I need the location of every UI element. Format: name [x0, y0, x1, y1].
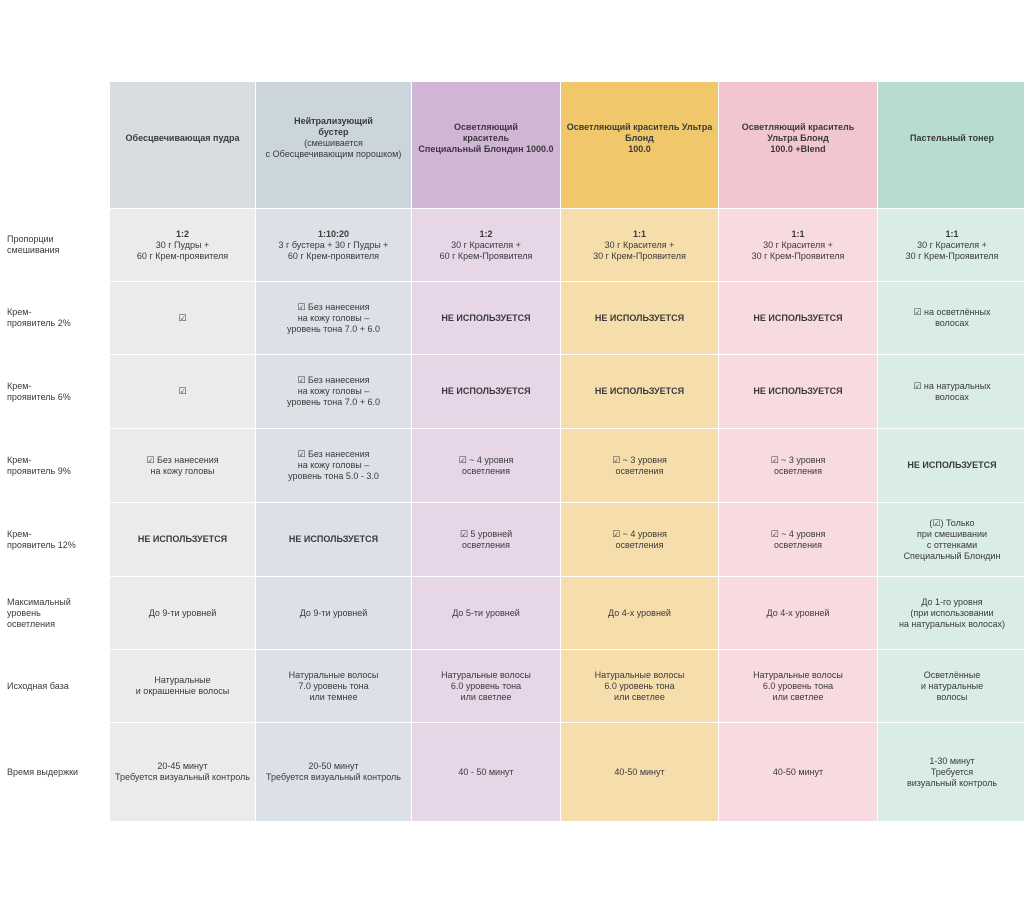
table-cell: [110, 577, 255, 649]
table-cell: [256, 577, 411, 649]
cell-text: ☑ Без нанесения на кожу головы – уровень тона 7.0 + 6.0: [286, 375, 381, 407]
row-label-text: Время выдержки: [7, 766, 79, 777]
row-label-text: Крем- проявитель 12%: [7, 528, 76, 550]
table-cell: [110, 503, 255, 576]
table-cell: [256, 355, 411, 428]
cell-content: [771, 455, 826, 477]
table-cell: [561, 650, 718, 722]
column-header-text: [742, 122, 855, 155]
cell-text: ☑ 5 уровней осветления: [459, 528, 513, 550]
cell-content: [595, 670, 685, 703]
table-cell: [561, 282, 718, 354]
row-label: [0, 723, 109, 821]
table-cell: [878, 429, 1024, 502]
cell-content: [452, 608, 520, 619]
table-cell: [561, 503, 718, 576]
row-label: [0, 503, 109, 576]
cell-content: [178, 313, 186, 324]
row-label: [0, 650, 109, 722]
cell-content: [136, 675, 229, 697]
table-cell: [719, 723, 877, 821]
table-cell: [561, 577, 718, 649]
mix-ratio: 1:2: [479, 228, 493, 239]
not-used-label: НЕ ИСПОЛЬЗУЕТСЯ: [753, 312, 843, 323]
cell-content: [612, 455, 667, 477]
row-label: [0, 355, 109, 428]
cell-content: [289, 534, 378, 545]
table-cell: [878, 723, 1024, 821]
cell-content: [913, 381, 990, 403]
cell-content: [595, 386, 684, 397]
cell-text: 30 г Красителя + 30 г Крем-Проявителя: [593, 239, 686, 261]
table-cell: [719, 650, 877, 722]
table-cell: [110, 723, 255, 821]
cell-text: 30 г Пудры + 60 г Крем-проявителя: [136, 239, 229, 261]
cell-content: [921, 670, 983, 703]
column-header: [412, 82, 560, 208]
cell-content: [593, 229, 686, 262]
not-used-label: НЕ ИСПОЛЬЗУЕТСЯ: [441, 386, 531, 396]
table-cell: [412, 209, 560, 281]
cell-content: [441, 386, 530, 397]
cell-text: До 5-ти уровней: [452, 607, 520, 618]
column-header: [256, 82, 411, 208]
table-cell: [110, 650, 255, 722]
row-label-text: Крем- проявитель 2%: [7, 307, 71, 328]
cell-content: [753, 670, 843, 703]
table-cell: [561, 429, 718, 502]
table-cell: [719, 209, 877, 281]
cell-content: [773, 767, 823, 778]
table-cell: [878, 503, 1024, 576]
column-header-text: [126, 133, 240, 144]
cell-content: [899, 597, 1005, 630]
cell-text: ☑ ~ 4 уровня осветления: [770, 528, 826, 550]
table-cell: [256, 429, 411, 502]
cell-text: ☑ Без нанесения на кожу головы – уровень тона 7.0 + 6.0: [286, 301, 381, 334]
cell-text: ☑ Без нанесения на кожу головы – уровень тона 5.0 - 3.0: [288, 449, 379, 481]
column-title: Осветляющий краситель Ультра Блонд 100.0 +Blend: [741, 121, 855, 154]
cell-text: ☑: [178, 386, 187, 396]
row-label-text: Пропорции смешивания: [7, 234, 60, 255]
table-cell: [878, 577, 1024, 649]
cell-text: ☑ Без нанесения на кожу головы: [146, 454, 219, 476]
cell-content: [441, 670, 531, 703]
cell-content: [460, 529, 512, 551]
not-used-label: НЕ ИСПОЛЬЗУЕТСЯ: [441, 312, 531, 323]
table-cell: [256, 282, 411, 354]
table-cell: [412, 429, 560, 502]
row-label: [0, 282, 109, 354]
column-header: [561, 82, 718, 208]
not-used-label: НЕ ИСПОЛЬЗУЕТСЯ: [137, 534, 228, 544]
cell-text: ☑ ~ 4 уровня осветления: [458, 454, 514, 476]
table-corner: [0, 82, 109, 208]
column-title: Осветляющий краситель Ультра Блонд 100.0: [566, 121, 713, 154]
cell-text: ☑ ~ 3 уровня осветления: [612, 454, 667, 476]
cell-text: 30 г Красителя + 30 г Крем-Проявителя: [905, 239, 999, 261]
table-cell: [110, 355, 255, 428]
not-used-label: НЕ ИСПОЛЬЗУЕТСЯ: [753, 386, 843, 396]
table-cell: [561, 209, 718, 281]
cell-content: [287, 375, 380, 408]
cell-text: Натуральные и окрашенные волосы: [135, 675, 230, 696]
cell-content: [138, 534, 227, 545]
cell-text: Натуральные волосы 7.0 уровень тона или темнее: [288, 669, 379, 702]
cell-content: [459, 455, 514, 477]
row-label-text: Исходная база: [7, 680, 69, 691]
cell-text: 40-50 минут: [614, 766, 665, 777]
cell-content: [907, 756, 997, 789]
cell-content: [753, 313, 842, 324]
cell-content: [904, 518, 1001, 562]
row-label: [0, 209, 109, 281]
mix-ratio: 1:1: [791, 228, 805, 239]
cell-text: 1-30 минут Требуется визуальный контроль: [906, 755, 998, 788]
column-header-text: [266, 116, 402, 160]
cell-content: [288, 449, 379, 482]
cell-content: [608, 608, 671, 619]
row-label-text: Максимальный уровень осветления: [7, 596, 71, 629]
cell-content: [612, 529, 667, 551]
cell-content: [767, 608, 830, 619]
cell-text: ☑: [178, 312, 187, 323]
table-cell: [878, 209, 1024, 281]
cell-content: [907, 460, 996, 471]
table-cell: [110, 429, 255, 502]
cell-content: [115, 761, 250, 783]
cell-content: [146, 455, 218, 477]
row-label-text: Крем- проявитель 6%: [7, 380, 71, 402]
column-title: Обесцвечивающая пудра: [125, 132, 240, 143]
table-cell: [878, 355, 1024, 428]
table-cell: [412, 355, 560, 428]
cell-text: 30 г Красителя + 30 г Крем-Проявителя: [751, 239, 845, 261]
cell-text: 20-50 минут Требуется визуальный контроль: [266, 761, 401, 782]
cell-text: ☑ на осветлённых волосах: [913, 307, 991, 328]
table-cell: [719, 503, 877, 576]
not-used-label: НЕ ИСПОЛЬЗУЕТСЯ: [288, 534, 379, 544]
cell-text: 40-50 минут: [772, 766, 824, 777]
cell-content: [771, 529, 826, 551]
table-cell: [110, 282, 255, 354]
cell-content: [458, 767, 513, 778]
table-cell: [719, 282, 877, 354]
cell-content: [913, 307, 990, 329]
column-header-text: [910, 133, 994, 144]
cell-text: До 9-ти уровней: [299, 607, 368, 618]
column-header: [878, 82, 1024, 208]
row-label-text: Крем- проявитель 9%: [7, 454, 71, 476]
cell-content: [178, 386, 186, 397]
comparison-table: [0, 82, 1024, 821]
cell-text: Натуральные волосы 6.0 уровень тона или светлее: [753, 669, 843, 702]
row-label: [0, 429, 109, 502]
column-header-text: [567, 122, 713, 155]
cell-content: [279, 229, 389, 262]
cell-text: 3 г бустера + 30 г Пудры + 60 г Крем-проявителя: [278, 239, 389, 261]
cell-text: ☑ ~ 3 уровня осветления: [770, 454, 826, 476]
row-label: [0, 577, 109, 649]
table-cell: [412, 650, 560, 722]
table-cell: [878, 282, 1024, 354]
table-cell: [719, 355, 877, 428]
table-cell: [561, 355, 718, 428]
cell-text: Натуральные волосы 6.0 уровень тона или светлее: [594, 669, 685, 702]
mix-ratio: 1:1: [945, 228, 959, 239]
cell-text: До 4-х уровней: [766, 607, 830, 618]
cell-text: До 9-ти уровней: [148, 607, 217, 618]
cell-content: [440, 229, 533, 262]
not-used-label: НЕ ИСПОЛЬЗУЕТСЯ: [594, 386, 685, 396]
table-cell: [256, 650, 411, 722]
cell-content: [137, 229, 228, 262]
cell-text: 30 г Красителя + 60 г Крем-Проявителя: [439, 239, 533, 261]
column-title: Нейтрализующий бустер: [294, 116, 373, 137]
cell-text: (☑) Только при смешивании с оттенками Специальный Блондин: [903, 517, 1001, 561]
column-header: [110, 82, 255, 208]
cell-content: [149, 608, 217, 619]
cell-content: [614, 767, 664, 778]
column-header-text: [418, 122, 553, 155]
mix-ratio: 1:10:20: [317, 228, 349, 239]
cell-text: Осветлённые и натуральные волосы: [920, 669, 984, 702]
table-cell: [719, 577, 877, 649]
cell-text: До 1-го уровня (при использовании на натуральных волосах): [898, 596, 1006, 629]
mix-ratio: 1:1: [632, 228, 646, 239]
cell-content: [441, 313, 530, 324]
table-cell: [878, 650, 1024, 722]
table-cell: [412, 723, 560, 821]
cell-content: [906, 229, 999, 262]
cell-content: [752, 229, 845, 262]
cell-content: [289, 670, 379, 703]
mix-ratio: 1:2: [175, 228, 189, 239]
table-cell: [412, 503, 560, 576]
cell-text: ☑ ~ 4 уровня осветления: [612, 528, 667, 550]
cell-content: [287, 302, 380, 335]
table-cell: [719, 429, 877, 502]
cell-text: 40 - 50 минут: [458, 766, 514, 777]
table-cell: [256, 723, 411, 821]
table-cell: [256, 503, 411, 576]
cell-text: 20-45 минут Требуется визуальный контроль: [115, 761, 250, 782]
cell-text: До 4-х уровней: [608, 607, 671, 618]
not-used-label: НЕ ИСПОЛЬЗУЕТСЯ: [594, 312, 685, 323]
not-used-label: НЕ ИСПОЛЬЗУЕТСЯ: [907, 460, 997, 470]
table-cell: [561, 723, 718, 821]
column-title: Пастельный тонер: [909, 132, 995, 143]
cell-content: [595, 313, 684, 324]
table-cell: [256, 209, 411, 281]
cell-content: [753, 386, 842, 397]
column-title: Осветляющий краситель Специальный Блондин 1000.0: [418, 121, 554, 154]
cell-text: ☑ на натуральных волосах: [913, 380, 991, 402]
column-header: [719, 82, 877, 208]
table-cell: [412, 577, 560, 649]
table-cell: [412, 282, 560, 354]
cell-text: Натуральные волосы 6.0 уровень тона или светлее: [441, 669, 531, 702]
table-cell: [110, 209, 255, 281]
cell-content: [300, 608, 368, 619]
column-subtitle: (смешивается с Обесцвечивающим порошком): [265, 138, 402, 159]
cell-content: [266, 761, 401, 783]
